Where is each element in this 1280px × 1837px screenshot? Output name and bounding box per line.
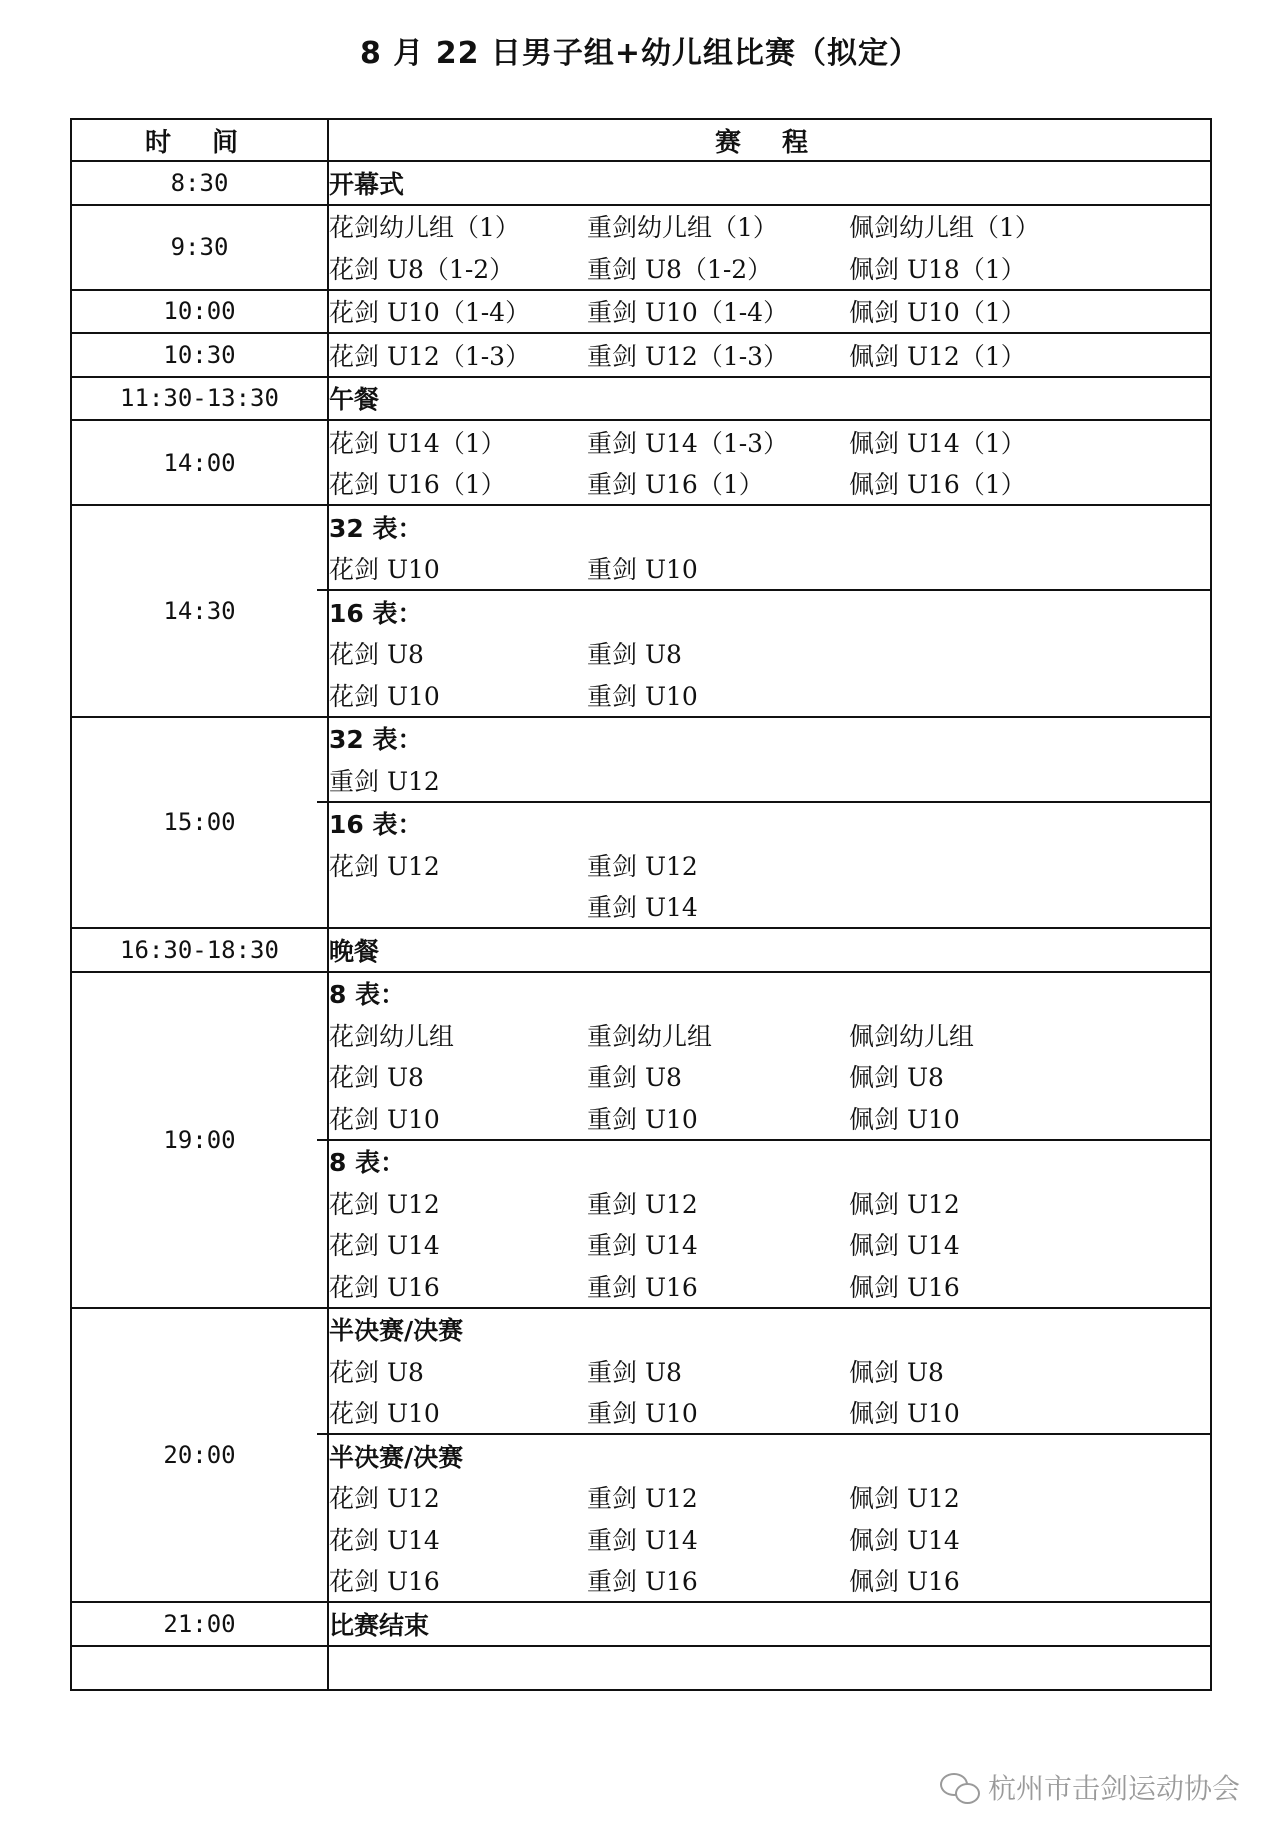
- event-item: 重剑 U12: [329, 766, 440, 796]
- event-item: 重剑 U16: [587, 1567, 698, 1597]
- event-item: 重剑 U10: [587, 1104, 698, 1134]
- schedule-line: [329, 1141, 1210, 1183]
- event-item: 重剑 U14: [587, 893, 698, 923]
- section-heading: 16 表：: [329, 598, 423, 628]
- time-cell: 16:30-18:30: [71, 928, 328, 972]
- schedule-block: [317, 1139, 1210, 1307]
- schedule-block: [329, 206, 1210, 289]
- time-cell: 10:00: [71, 290, 328, 334]
- schedule-line: [329, 1056, 1210, 1098]
- event-item: 重剑 U16: [587, 1272, 698, 1302]
- event-item: 花剑幼儿组（1）: [329, 213, 520, 243]
- schedule-cell: [328, 717, 1211, 929]
- event-item: 重剑 U16（1）: [587, 470, 764, 500]
- schedule-line: [329, 378, 1210, 420]
- table-row: [71, 290, 1211, 334]
- event-item: 重剑 U10: [587, 1399, 698, 1429]
- event-item: 花剑 U14: [329, 1525, 440, 1555]
- schedule-line: [329, 1182, 1210, 1224]
- schedule-line: [329, 759, 1210, 801]
- schedule-cell: [328, 290, 1211, 334]
- table-row: [71, 1602, 1211, 1646]
- schedule-line: [329, 1518, 1210, 1560]
- event-item: 佩剑 U10: [849, 1104, 960, 1134]
- event-item: 佩剑 U18（1）: [849, 254, 1026, 284]
- schedule-line: [329, 506, 1210, 548]
- table-row: [71, 972, 1211, 1308]
- schedule-line: [329, 591, 1210, 633]
- event-item: 重剑 U12（1-3）: [587, 341, 789, 371]
- event-item: 花剑 U10: [329, 555, 440, 585]
- event-item: 重剑 U14（1-3）: [587, 428, 789, 458]
- table-row: [71, 205, 1211, 290]
- schedule-table: [70, 118, 1212, 1691]
- schedule-block: [329, 162, 1210, 204]
- schedule-line: [329, 1435, 1210, 1477]
- schedule-line: [329, 929, 1210, 971]
- schedule-block: [329, 1309, 1210, 1434]
- event-item: 佩剑 U12（1）: [849, 341, 1026, 371]
- section-heading: 16 表：: [329, 810, 423, 840]
- schedule-block: [317, 1433, 1210, 1601]
- event-item: 重剑幼儿组（1）: [587, 213, 778, 243]
- event-item: 花剑 U16: [329, 1272, 440, 1302]
- schedule-line: [329, 1309, 1210, 1351]
- event-item: 佩剑 U16: [849, 1567, 960, 1597]
- event-item: 佩剑 U10: [849, 1399, 960, 1429]
- table-row: [71, 333, 1211, 377]
- schedule-cell: [328, 1308, 1211, 1603]
- event-item: 花剑 U12: [329, 1484, 440, 1514]
- schedule-cell: [328, 1602, 1211, 1646]
- schedule-line: [329, 548, 1210, 590]
- event-item: 重剑 U14: [587, 1525, 698, 1555]
- time-cell: 14:30: [71, 505, 328, 717]
- event-item: 重剑 U8（1-2）: [587, 254, 773, 284]
- event-item: 重剑幼儿组: [587, 1021, 713, 1051]
- time-cell: 21:00: [71, 1602, 328, 1646]
- event-item: 佩剑 U8: [849, 1357, 944, 1387]
- schedule-line: [329, 1350, 1210, 1392]
- table-header-row: [71, 119, 1211, 161]
- schedule-line: [329, 1265, 1210, 1307]
- event-item: 花剑 U10（1-4）: [329, 298, 531, 328]
- event-item: 花剑 U12: [329, 1189, 440, 1219]
- schedule-block: [329, 378, 1210, 420]
- table-row: [71, 928, 1211, 972]
- schedule-line: [329, 463, 1210, 505]
- section-heading: 开幕式: [329, 169, 405, 199]
- time-cell: 10:30: [71, 333, 328, 377]
- schedule-block: [317, 589, 1210, 716]
- table-row: [71, 377, 1211, 421]
- time-cell: 8:30: [71, 161, 328, 205]
- schedule-line: [329, 633, 1210, 675]
- event-item: 佩剑 U16（1）: [849, 470, 1026, 500]
- time-cell: 11:30-13:30: [71, 377, 328, 421]
- section-heading: 32 表：: [329, 725, 423, 755]
- schedule-line: [329, 247, 1210, 289]
- schedule-block: [329, 1603, 1210, 1645]
- event-item: 重剑 U14: [587, 1231, 698, 1261]
- section-heading: 午餐: [329, 385, 380, 415]
- event-item: 佩剑 U8: [849, 1063, 944, 1093]
- event-item: 花剑幼儿组: [329, 1021, 455, 1051]
- schedule-block: [329, 973, 1210, 1139]
- section-heading: 晚餐: [329, 936, 380, 966]
- event-item: 花剑 U14: [329, 1231, 440, 1261]
- event-item: 花剑 U8: [329, 1357, 424, 1387]
- schedule-line: [329, 291, 1210, 333]
- schedule-line: [329, 1477, 1210, 1519]
- table-row: [71, 420, 1211, 505]
- schedule-line: [329, 1097, 1210, 1139]
- schedule-block: [329, 334, 1210, 376]
- event-item: 重剑 U12: [587, 1484, 698, 1514]
- section-heading: 32 表：: [329, 513, 423, 543]
- schedule-line: [329, 1014, 1210, 1056]
- blank-row: [71, 1646, 1211, 1690]
- event-item: 花剑 U16（1）: [329, 470, 506, 500]
- schedule-block: [329, 421, 1210, 504]
- event-item: 佩剑 U12: [849, 1189, 960, 1219]
- event-item: 佩剑幼儿组（1）: [849, 213, 1040, 243]
- event-item: 花剑 U12（1-3）: [329, 341, 531, 371]
- schedule-line: [329, 334, 1210, 376]
- section-heading: 比赛结束: [329, 1610, 430, 1640]
- event-item: 花剑 U14（1）: [329, 428, 506, 458]
- document-title: 8 月 22 日男子组+幼儿组比赛（拟定）: [359, 36, 921, 71]
- schedule-cell: [328, 161, 1211, 205]
- event-item: 佩剑 U10（1）: [849, 298, 1026, 328]
- section-heading: 半决赛/决赛: [329, 1442, 464, 1472]
- event-item: 重剑 U8: [587, 640, 682, 670]
- schedule-line: [329, 803, 1210, 845]
- watermark-text: 杭州市击剑运动协会: [987, 1772, 1240, 1805]
- event-item: 花剑 U8: [329, 1063, 424, 1093]
- time-cell: 20:00: [71, 1308, 328, 1603]
- schedule-line: [329, 162, 1210, 204]
- schedule-line: [329, 1603, 1210, 1645]
- schedule-column-header: 赛 程: [328, 119, 1211, 161]
- schedule-line: [329, 1392, 1210, 1434]
- schedule-cell: [328, 205, 1211, 290]
- time-cell: 9:30: [71, 205, 328, 290]
- event-item: 重剑 U10（1-4）: [587, 298, 789, 328]
- schedule-line: [329, 844, 1210, 886]
- schedule-line: [329, 421, 1210, 463]
- schedule-line: [329, 1224, 1210, 1266]
- schedule-line: [329, 1560, 1210, 1602]
- schedule-block: [329, 718, 1210, 801]
- event-item: 花剑 U16: [329, 1567, 440, 1597]
- event-item: 佩剑 U12: [849, 1484, 960, 1514]
- event-item: 重剑 U12: [587, 1189, 698, 1219]
- event-item: 重剑 U8: [587, 1063, 682, 1093]
- table-row: [71, 1308, 1211, 1603]
- event-item: 花剑 U10: [329, 1104, 440, 1134]
- time-column-header: 时 间: [71, 119, 328, 161]
- event-item: 重剑 U12: [587, 851, 698, 881]
- schedule-cell: [328, 333, 1211, 377]
- schedule-block: [329, 929, 1210, 971]
- schedule-line: [329, 886, 1210, 928]
- blank-cell: [71, 1646, 328, 1690]
- event-item: 花剑 U10: [329, 681, 440, 711]
- schedule-block: [329, 291, 1210, 333]
- schedule-line: [329, 674, 1210, 716]
- table-row: [71, 505, 1211, 717]
- watermark: [940, 1767, 1240, 1807]
- event-item: 花剑 U8: [329, 640, 424, 670]
- time-cell: 14:00: [71, 420, 328, 505]
- event-item: 佩剑 U14: [849, 1525, 960, 1555]
- event-item: 佩剑 U14: [849, 1231, 960, 1261]
- event-item: 佩剑幼儿组: [849, 1021, 975, 1051]
- wechat-icon: [940, 1771, 980, 1803]
- schedule-cell: [328, 420, 1211, 505]
- event-item: 重剑 U10: [587, 681, 698, 711]
- event-item: 花剑 U12: [329, 851, 440, 881]
- section-heading: 半决赛/决赛: [329, 1316, 464, 1346]
- event-item: 重剑 U10: [587, 555, 698, 585]
- event-item: 重剑 U8: [587, 1357, 682, 1387]
- event-item: 花剑 U10: [329, 1399, 440, 1429]
- schedule-line: [329, 718, 1210, 760]
- section-heading: 8 表：: [329, 1148, 406, 1178]
- schedule-block: [329, 506, 1210, 589]
- blank-cell: [328, 1646, 1211, 1690]
- schedule-cell: [328, 972, 1211, 1308]
- time-cell: 15:00: [71, 717, 328, 929]
- event-item: 佩剑 U14（1）: [849, 428, 1026, 458]
- schedule-block: [317, 801, 1210, 928]
- schedule-line: [329, 973, 1210, 1015]
- section-heading: 8 表：: [329, 980, 406, 1010]
- schedule-line: [329, 206, 1210, 248]
- event-item: 花剑 U8（1-2）: [329, 254, 515, 284]
- schedule-cell: [328, 505, 1211, 717]
- event-item: 佩剑 U16: [849, 1272, 960, 1302]
- schedule-cell: [328, 377, 1211, 421]
- table-row: [71, 161, 1211, 205]
- time-cell: 19:00: [71, 972, 328, 1308]
- table-row: [71, 717, 1211, 929]
- schedule-cell: [328, 928, 1211, 972]
